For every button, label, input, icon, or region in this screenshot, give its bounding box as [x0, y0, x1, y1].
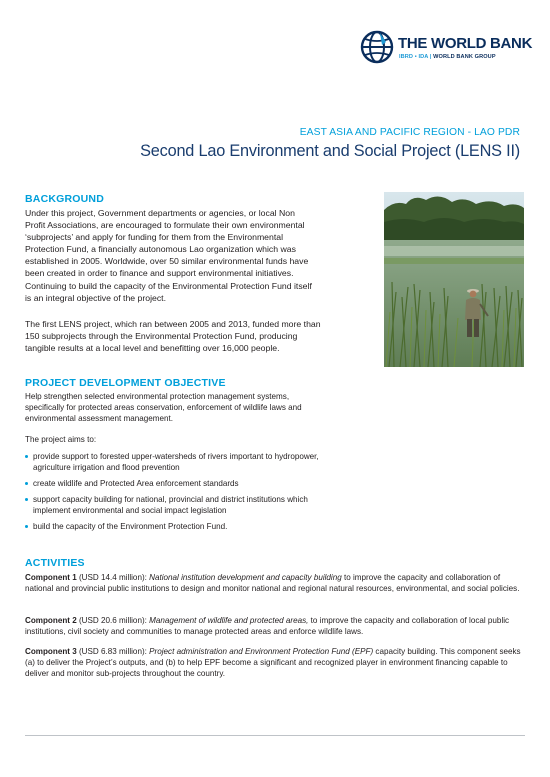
list-item: provide support to forested upper-watersheds of rivers important to hydropower, agriculture irrigation and flood prevention — [25, 451, 375, 473]
background-text: Under this project, Government departments or agencies, or local Non Profit Associations, are encouraged to formulate their own environmental ‘subprojects’ and apply for funding for them from the Environmental Protection Fund, a financially autonomous Lao organization which was established in 2005. Worldwide, over 50 similar environmental funds have been created in order to finance and support environmental initiatives. Continuing to build the capacity of the Environmental Protection Fund itself is an integral objective of the project. — [25, 208, 312, 303]
component-3: Component 3 (USD 6.83 million): Project administration and Environment Protection Fund (EPF) capacity building. This component seeks (a) to deliver the Project’s outputs, and (b) to help EPF become a significant and recognized player in environment financing capable to deliver and monitor sub-projects throughout the country. — [25, 647, 521, 679]
pdo-heading: PROJECT DEVELOPMENT OBJECTIVE — [25, 377, 226, 389]
component-2: Component 2 (USD 20.6 million): Management of wildlife and protected areas, to improve the capacity and collaboration of local public institutions, civil society and communities to manage protected areas and enforce wildlife laws. — [25, 616, 510, 637]
wetland-photo-image — [384, 192, 524, 367]
activities-heading: ACTIVITIES — [25, 557, 85, 569]
project-photo — [384, 192, 524, 367]
background-heading: BACKGROUND — [25, 193, 104, 205]
aims-list — [25, 451, 375, 538]
logo-title: THE WORLD BANK — [398, 35, 533, 52]
globe-icon — [360, 30, 394, 64]
page-title: Second Lao Environment and Social Project (LENS II) — [140, 142, 520, 160]
aims-intro: The project aims to: — [25, 435, 97, 444]
region-label: EAST ASIA AND PACIFIC REGION - LAO PDR — [299, 127, 520, 138]
component-1: Component 1 (USD 14.4 million): National institution development and capacity building to improve the capacity and collaboration of national and provincial public institutions to design and monitor national and regional natural resources, environmental, and social policies. — [25, 573, 520, 594]
list-item: build the capacity of the Environment Protection Fund. — [25, 521, 375, 532]
logo-subtitle: IBRD • IDA | WORLD BANK GROUP — [399, 54, 496, 60]
world-bank-logo — [360, 30, 533, 70]
background-text-2: The first LENS project, which ran between 2005 and 2013, funded more than 150 subprojects through the Environmental Protection Fund, producing tangible results at a local level and benefitting over 16,000 people. — [25, 319, 321, 354]
pdo-text: Help strengthen selected environmental protection management systems, specifically for protected areas conservation, enforcement of wildlife laws and environmental assessment management. — [25, 392, 302, 424]
list-item: support capacity building for national, provincial and district institutions which implement environmental and social impact legislation — [25, 494, 375, 516]
footer-divider — [25, 735, 525, 736]
list-item: create wildlife and Protected Area enforcement standards — [25, 478, 375, 489]
